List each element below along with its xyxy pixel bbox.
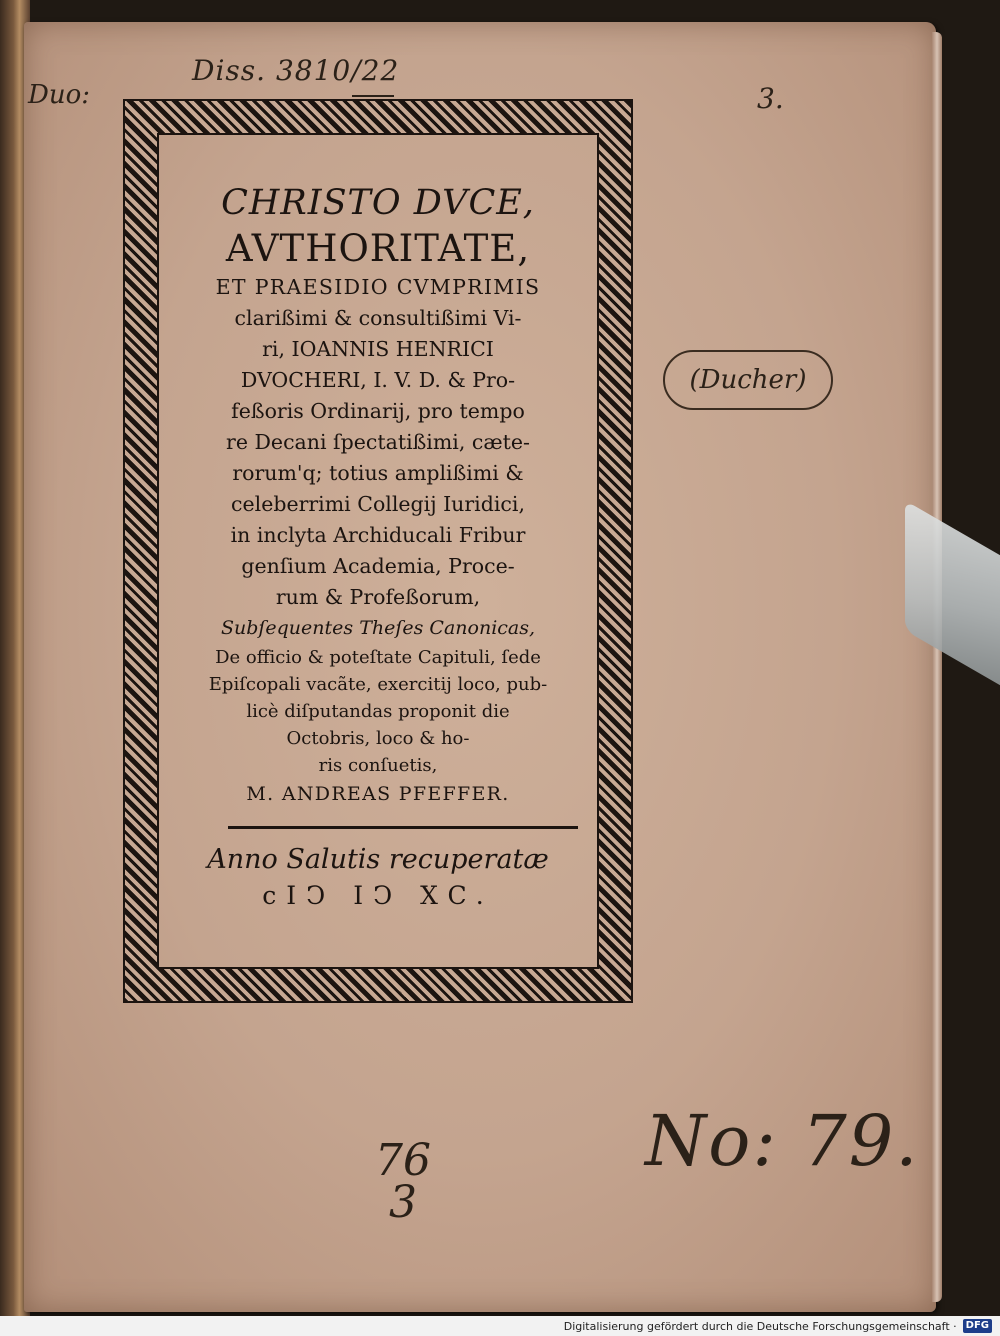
text-line: feßoris Ordinarij, pro tempo (231, 399, 525, 423)
dfg-logo-icon: DFG (963, 1319, 992, 1333)
text-line: ris conſuetis, (318, 755, 438, 776)
year-numeral: cIↃ IↃ XC. (262, 881, 494, 910)
shelfmark-underline (352, 95, 394, 97)
date-line: Anno Salutis recuperatæ (207, 844, 549, 875)
text-line: ri, IOANNIS HENRICI (262, 337, 494, 361)
title-text-block (160, 180, 596, 810)
title-line-2: AVTHORITATE, (225, 227, 531, 270)
footer-bar (0, 1316, 1000, 1336)
text-line: clarißimi & consultißimi Vi- (234, 306, 522, 330)
horizontal-rule (228, 826, 578, 829)
margin-note: Duo: (28, 80, 91, 110)
page-number: 3. (757, 82, 784, 115)
text-line: ET PRAESIDIO CVMPRIMIS (215, 275, 541, 299)
author-name: M. ANDREAS PFEFFER. (246, 783, 510, 805)
oval-name-note (663, 350, 833, 410)
handwritten-number-right: No: 79. (645, 1100, 920, 1182)
text-line: in inclyta Archiducali Fribur (230, 523, 526, 547)
text-line: Subſequentes Theſes Canonicas, (220, 617, 536, 639)
title-line-1: CHRISTO DVCE, (221, 183, 535, 223)
footer-text: Digitalisierung gefördert durch die Deutsche Forschungsgemeinschaft · (563, 1319, 957, 1333)
text-line: Octobris, loco & ho- (286, 728, 470, 749)
oval-name-text: (Ducher) (689, 365, 807, 395)
text-line: rum & Profeßorum, (275, 585, 481, 609)
handwritten-number-left (375, 1135, 431, 1228)
date-block (160, 842, 596, 914)
text-line: celeberrimi Collegij Iuridici, (231, 492, 525, 516)
text-line: De officio & poteſtate Capituli, ſede (215, 647, 541, 668)
shelfmark: Diss. 3810/22 (192, 54, 400, 87)
handwritten-number-bottom: 3 (389, 1177, 417, 1228)
text-line: licè diſputandas proponit die (246, 701, 510, 722)
handwritten-number-top: 76 (375, 1135, 431, 1186)
text-line: rorum'q; totius amplißimi & (232, 461, 524, 485)
text-line: Epiſcopali vacãte, exercitij loco, pub- (208, 674, 548, 695)
text-line: DVOCHERI, I. V. D. & Pro- (240, 368, 516, 392)
text-line: re Decani ſpectatißimi, cæte- (226, 430, 530, 454)
text-line: genſium Academia, Proce- (241, 554, 515, 578)
page-edge (932, 32, 942, 1302)
